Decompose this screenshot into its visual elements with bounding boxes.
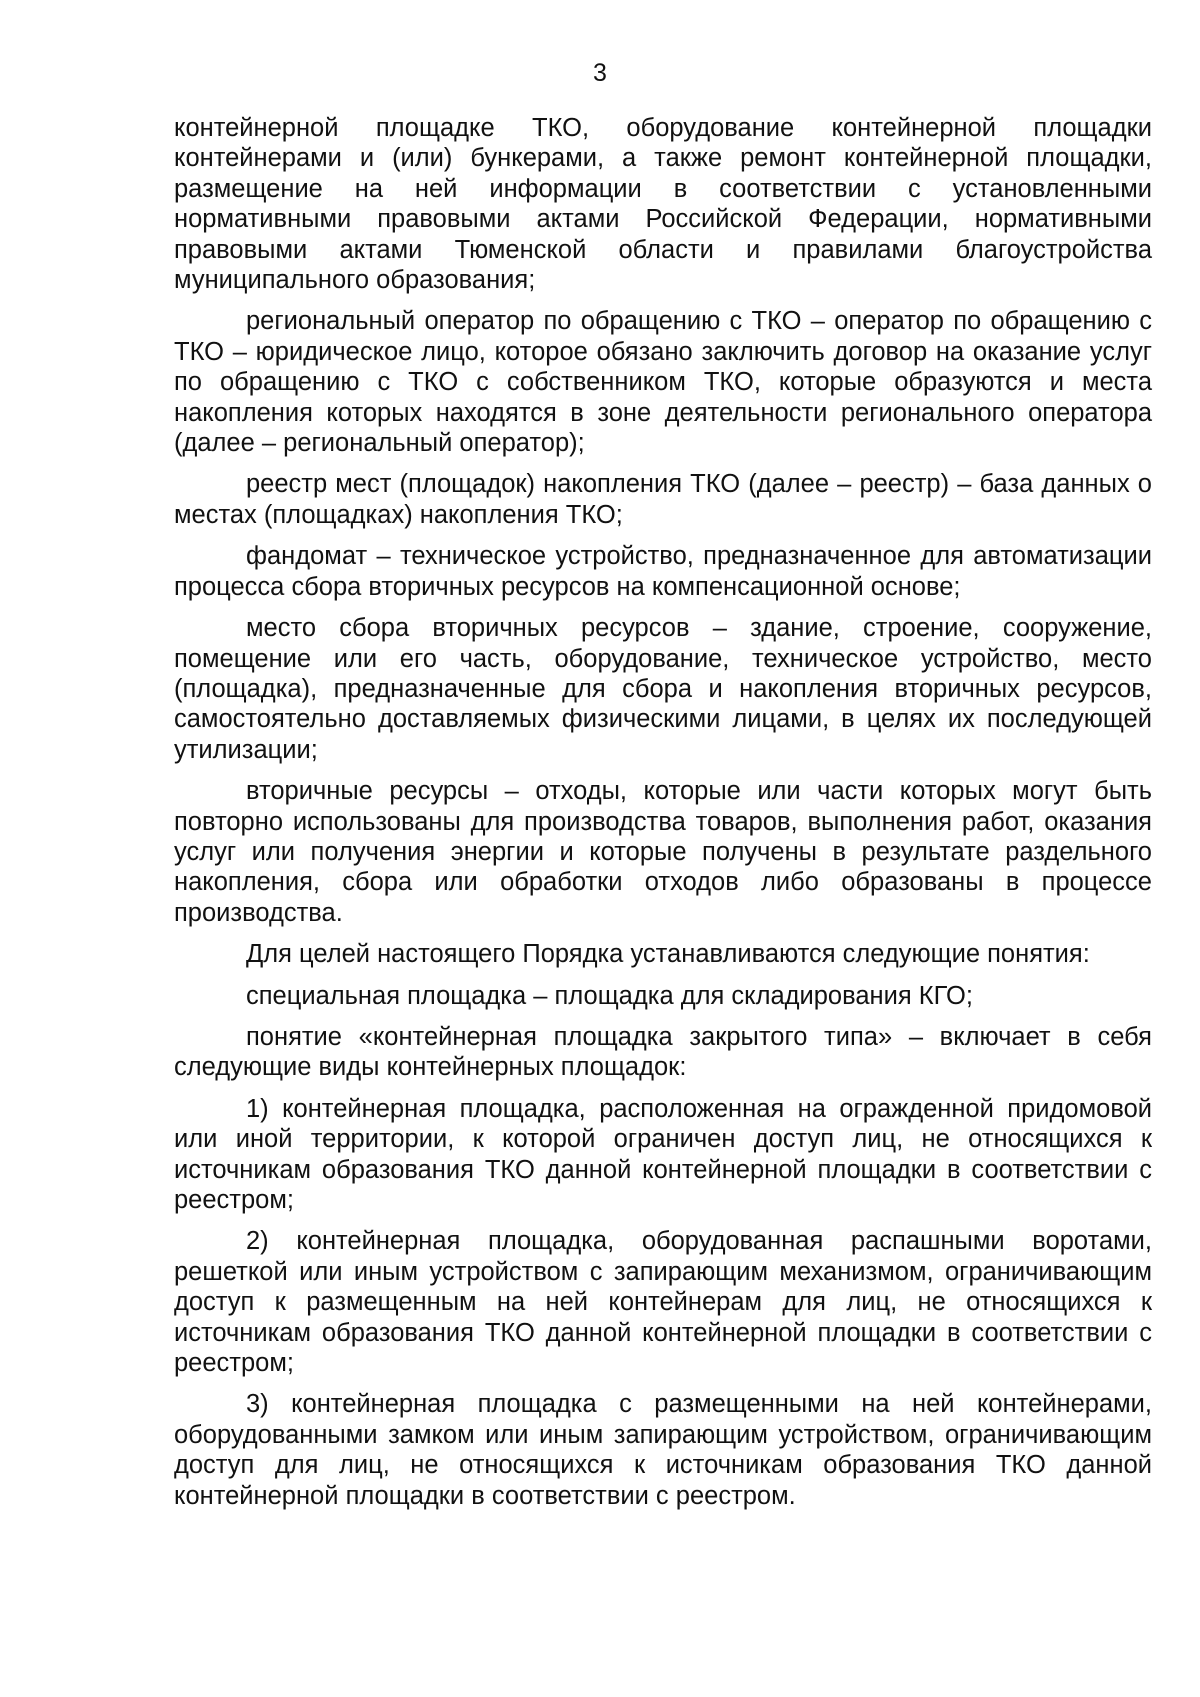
paragraph-closed-platform-type-1: 1) контейнерная площадка, расположенная на огражденной придомовой или иной территории, к которой ограничен доступ лиц, не относящихся к источникам образования ТКО данной контейнерной площадки в соответствии с реестром; (174, 1094, 1152, 1214)
paragraph-following-concepts-intro: Для целей настоящего Порядка устанавливаются следующие понятия: (246, 940, 1090, 969)
paragraph-registry-definition: реестр мест (площадок) накопления ТКО (далее – реестр) – база данных о местах (площадках) накопления ТКО; (174, 470, 1152, 529)
paragraph-closed-platform-intro: понятие «контейнерная площадка закрытого типа» – включает в себя следующие виды контейнерных площадок: (174, 1022, 1152, 1082)
paragraph-closed-platform-type-2: 2) контейнерная площадка, оборудованная распашными воротами, решеткой или иным устройством с запирающим механизмом, ограничивающим доступ к размещенным на ней контейнерам для лиц, не относящихся к источникам образования ТКО данной контейнерной площадки в соответствии с реестром; (174, 1227, 1152, 1378)
paragraph-closed-platform-type-3: 3) контейнерная площадка с размещенными на ней контейнерами, оборудованными замком или иным запирающим устройством, ограничивающим доступ для лиц, не относящихся к источникам образования ТКО данной контейнерной площадки в соответствии с реестром. (174, 1390, 1152, 1510)
paragraph-container-platform-definition-continued: контейнерной площадке ТКО, оборудование контейнерной площадки контейнерами и (или) бункерами, а также ремонт контейнерной площадки, размещение на ней информации в соответствии с установленными нормативными правовыми актами Российской Федерации, нормативными правовыми актами Тюменской области и правилами благоустройства муниципального образования; (174, 114, 1152, 295)
page-number: 3 (593, 59, 607, 87)
paragraph-secondary-resources-definition: вторичные ресурсы – отходы, которые или части которых могут быть повторно использованы для производства товаров, выполнения работ, оказания услуг или получения энергии и которые получены в результате раздельного накопления, сбора или обработки отходов либо образованы в процессе производства. (174, 777, 1152, 927)
paragraph-collection-point-definition: место сбора вторичных ресурсов – здание, строение, сооружение, помещение или его часть, оборудование, техническое устройство, место (площадка), предназначенные для сбора и накопления вторичных ресурсов, самостоятельно доставляемых физическими лицами, в целях их последующей утилизации; (174, 614, 1152, 764)
paragraph-regional-operator-definition: региональный оператор по обращению с ТКО – оператор по обращению с ТКО – юридическое лицо, которое обязано заключить договор на оказание услуг по обращению с ТКО с собственником ТКО, которые образуются и места накопления которых находятся в зоне деятельности регионального оператора (далее – региональный оператор); (174, 307, 1152, 458)
paragraph-fandomat-definition: фандомат – техническое устройство, предназначенное для автоматизации процесса сбора вторичных ресурсов на компенсационной основе; (174, 542, 1152, 601)
document-body (174, 113, 1152, 1522)
paragraph-special-platform-definition: специальная площадка – площадка для складирования КГО; (246, 981, 973, 1010)
